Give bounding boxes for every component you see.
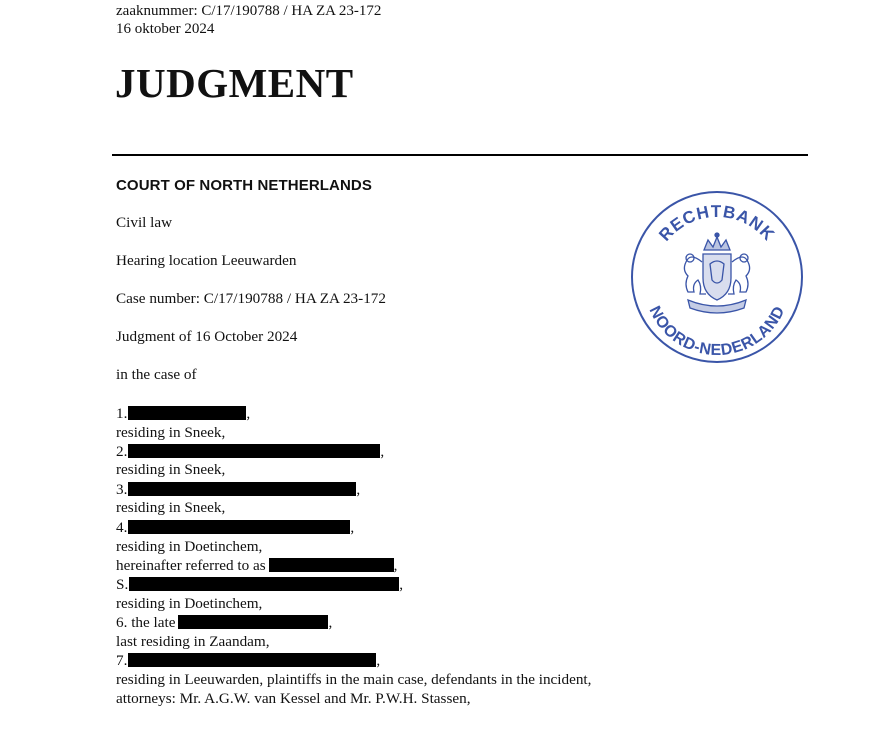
- case-number: Case number: C/17/190788 / HA ZA 23-172: [116, 290, 386, 307]
- party-5: [116, 575, 403, 594]
- document-title: JUDGMENT: [115, 60, 354, 106]
- cutoff-text-fragment: [118, 726, 158, 733]
- redaction-bar: [128, 444, 380, 458]
- judgment-date: Judgment of 16 October 2024: [116, 328, 298, 345]
- in-case-of: in the case of: [116, 366, 197, 383]
- separator: ,: [356, 481, 361, 498]
- party-2-residence: residing in Sneek,: [116, 461, 226, 478]
- title-divider: [112, 154, 808, 156]
- header-case-ref: zaaknummer: C/17/190788 / HA ZA 23-172: [116, 3, 382, 19]
- hearing-location: Hearing location Leeuwarden: [116, 252, 297, 269]
- party-2: [116, 442, 384, 461]
- party-3: [116, 480, 360, 499]
- redaction-bar: [128, 482, 356, 496]
- party-number: 7.: [116, 652, 128, 669]
- party-4-reference: [116, 556, 397, 575]
- party-number: 4.: [116, 519, 128, 536]
- separator: ,: [246, 405, 251, 422]
- party-7: [116, 651, 380, 670]
- separator: ,: [399, 576, 404, 593]
- separator: ,: [376, 652, 381, 669]
- party-number: 6. the late: [116, 614, 176, 631]
- redaction-bar: [269, 558, 394, 572]
- attorneys: attorneys: Mr. A.G.W. van Kessel and Mr. P.W.H. Stassen,: [116, 690, 471, 707]
- party-1: [116, 404, 250, 423]
- reference-label: hereinafter referred to as: [116, 557, 266, 574]
- party-number: S.: [116, 576, 129, 593]
- party-6: [116, 613, 332, 632]
- redaction-bar: [128, 653, 376, 667]
- court-stamp: [630, 190, 804, 364]
- coat-of-arms-icon: [684, 233, 749, 313]
- party-number: 3.: [116, 481, 128, 498]
- stamp-top-text: RECHTBANK: [655, 201, 779, 245]
- redaction-bar: [128, 520, 350, 534]
- party-number: 2.: [116, 443, 128, 460]
- separator: ,: [328, 614, 333, 631]
- party-5-residence: residing in Doetinchem,: [116, 595, 263, 612]
- party-3-residence: residing in Sneek,: [116, 499, 226, 516]
- party-4: [116, 518, 354, 537]
- party-6-residence: last residing in Zaandam,: [116, 633, 270, 650]
- branch: Civil law: [116, 214, 173, 231]
- header-date: 16 oktober 2024: [116, 21, 215, 37]
- redaction-bar: [178, 615, 328, 629]
- redaction-bar: [128, 406, 246, 420]
- party-1-residence: residing in Sneek,: [116, 424, 226, 441]
- party-4-residence: residing in Doetinchem,: [116, 538, 263, 555]
- party-number: 1.: [116, 405, 128, 422]
- separator: ,: [393, 557, 398, 574]
- party-7-residence: residing in Leeuwarden, plaintiffs in the main case, defendants in the incident,: [116, 671, 592, 688]
- separator: ,: [350, 519, 355, 536]
- separator: ,: [380, 443, 385, 460]
- redaction-bar: [129, 577, 399, 591]
- stamp-bottom-text: NOORD-NEDERLAND: [645, 303, 789, 360]
- court-name: COURT OF NORTH NETHERLANDS: [116, 177, 372, 194]
